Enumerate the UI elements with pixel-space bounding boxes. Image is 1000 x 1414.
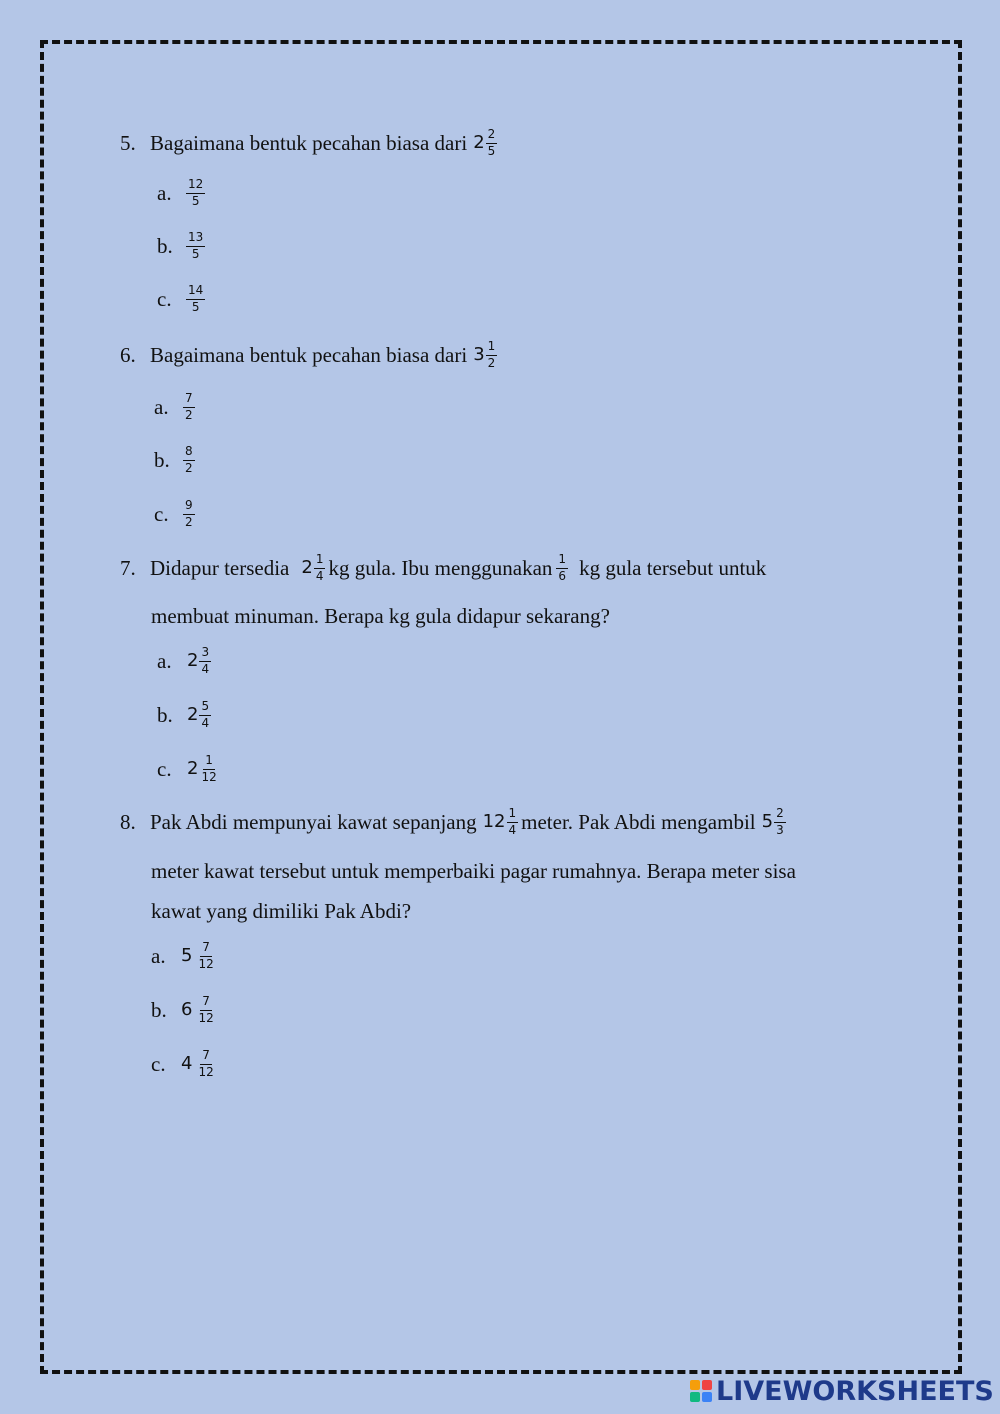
- brand-name: LIVEWORKSHEETS: [716, 1375, 994, 1407]
- question-text: kg gula. Ibu menggunakan: [328, 555, 553, 580]
- fraction: $\frac{1}{2}$: [487, 339, 496, 370]
- mixed-whole: 4: [181, 1053, 193, 1075]
- option-8a[interactable]: [151, 941, 217, 972]
- fraction: $\frac{8}{2}$: [185, 444, 193, 475]
- mixed-whole: 5: [181, 945, 193, 967]
- question-7: [120, 553, 766, 584]
- mixed-whole: 2: [473, 132, 485, 154]
- question-number: 7.: [120, 555, 136, 580]
- fraction: $\frac{7}{2}$: [185, 391, 193, 422]
- question-text: Pak Abdi mempunyai kawat sepanjang: [150, 809, 477, 834]
- fraction: $\frac{2}{5}$: [487, 127, 496, 158]
- mixed-whole: 2: [187, 650, 199, 672]
- option-7a[interactable]: [157, 646, 212, 677]
- question-number: 6.: [120, 342, 136, 367]
- option-label: c.: [157, 286, 172, 311]
- question-number: 5.: [120, 130, 136, 155]
- option-label: c.: [154, 501, 169, 526]
- question-text: meter. Pak Abdi mengambil: [521, 809, 756, 834]
- mixed-whole: 2: [301, 557, 313, 579]
- option-label: b.: [151, 997, 167, 1022]
- fraction: $\frac{7}{12}$: [198, 1048, 214, 1079]
- fraction: $\frac{7}{12}$: [198, 994, 214, 1025]
- fraction: $\frac{2}{3}$: [776, 806, 784, 837]
- question-number: 8.: [120, 809, 136, 834]
- option-label: a.: [157, 180, 172, 205]
- fraction: $\frac{13}{5}$: [188, 230, 204, 261]
- fraction: $\frac{1}{4}$: [508, 806, 517, 837]
- option-5c[interactable]: [157, 284, 206, 315]
- question-5: [120, 128, 498, 159]
- question-8: [120, 807, 787, 838]
- question-text: Didapur tersedia: [150, 555, 290, 580]
- liveworksheets-logo-icon: [690, 1380, 712, 1402]
- option-label: b.: [157, 702, 173, 727]
- question-text: kg gula tersebut untuk: [579, 555, 767, 580]
- option-label: a.: [151, 943, 166, 968]
- option-label: b.: [154, 447, 170, 472]
- fraction: $\frac{1}{6}$: [558, 552, 567, 583]
- mixed-whole: 2: [187, 758, 199, 780]
- mixed-whole: 5: [761, 811, 774, 833]
- question-text: Bagaimana bentuk pecahan biasa dari: [150, 130, 468, 155]
- option-label: c.: [157, 756, 172, 781]
- option-5b[interactable]: [157, 231, 206, 262]
- liveworksheets-logo[interactable]: [690, 1374, 994, 1408]
- option-6c[interactable]: [154, 499, 196, 530]
- option-label: c.: [151, 1051, 166, 1076]
- fraction: $\frac{9}{2}$: [185, 498, 193, 529]
- mixed-whole: 3: [473, 344, 485, 366]
- option-7b[interactable]: [157, 700, 212, 731]
- option-label: a.: [154, 394, 169, 419]
- mixed-whole: 12: [482, 811, 506, 833]
- mixed-whole: 2: [187, 704, 199, 726]
- question-7-line-2: membuat minuman. Berapa kg gula didapur sekarang?: [151, 604, 610, 628]
- option-8b[interactable]: [151, 995, 217, 1026]
- question-text: Bagaimana bentuk pecahan biasa dari: [150, 342, 468, 367]
- option-label: b.: [157, 233, 173, 258]
- option-6b[interactable]: [154, 445, 196, 476]
- fraction: $\frac{1}{4}$: [315, 552, 324, 583]
- option-7c[interactable]: [157, 754, 220, 785]
- fraction: $\frac{3}{4}$: [201, 645, 210, 676]
- fraction: $\frac{7}{12}$: [198, 940, 214, 971]
- option-8c[interactable]: [151, 1049, 217, 1080]
- mixed-whole: 6: [181, 999, 193, 1021]
- fraction: $\frac{5}{4}$: [201, 699, 210, 730]
- fraction: $\frac{14}{5}$: [188, 283, 204, 314]
- option-label: a.: [157, 648, 172, 673]
- fraction: $\frac{1}{12}$: [201, 753, 217, 784]
- question-8-line-3: kawat yang dimiliki Pak Abdi?: [151, 899, 412, 923]
- fraction: $\frac{12}{5}$: [188, 177, 204, 208]
- option-5a[interactable]: [157, 178, 206, 209]
- question-6: [120, 340, 498, 371]
- option-6a[interactable]: [154, 392, 196, 423]
- question-8-line-2: meter kawat tersebut untuk memperbaiki pagar rumahnya. Berapa meter sisa: [151, 859, 796, 883]
